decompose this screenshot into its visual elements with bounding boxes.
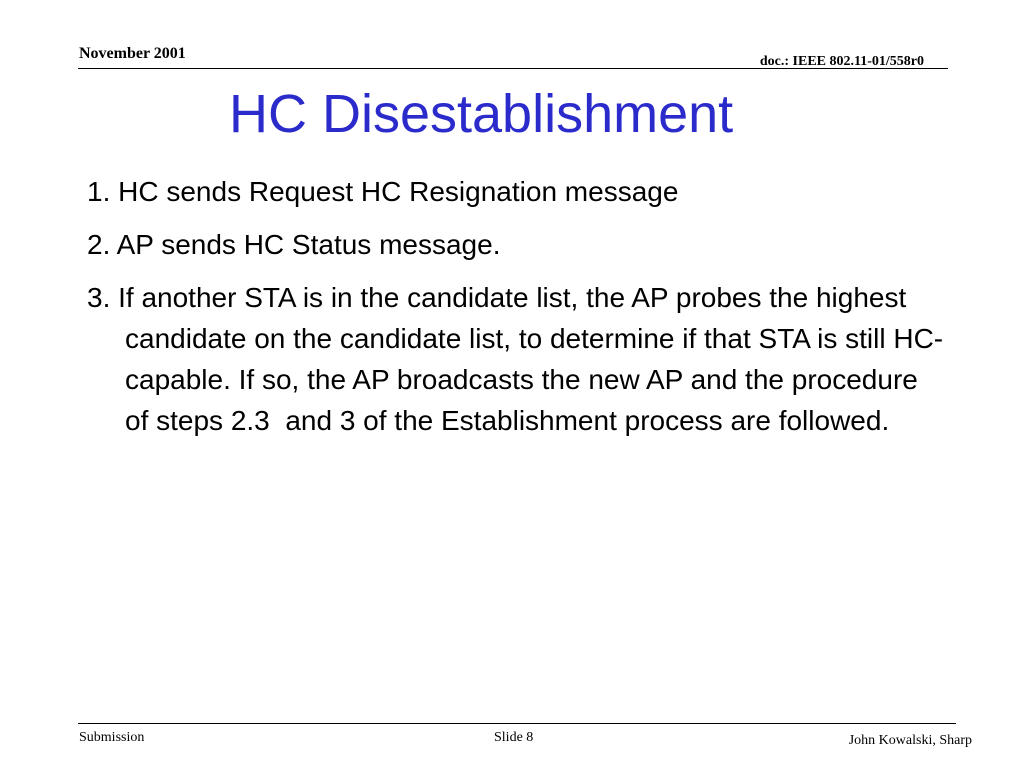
- header-date: November 2001: [79, 45, 186, 62]
- header-doc-id: doc.: IEEE 802.11-01/558r0: [759, 54, 924, 69]
- list-item: 1. HC sends Request HC Resignation message: [87, 176, 679, 207]
- header-divider: [78, 68, 948, 69]
- footer-slide-number: Slide 8: [494, 730, 534, 745]
- list-item: 2. AP sends HC Status message.: [87, 229, 501, 260]
- slide-body-list: [87, 171, 947, 453]
- footer-author: John Kowalski, Sharp: [848, 733, 972, 748]
- footer-submission: Submission: [79, 730, 145, 745]
- footer-divider: [78, 723, 956, 724]
- slide-title: HC Disestablishment: [229, 84, 734, 144]
- list-item: 3. If another STA is in the candidate list, the AP probes the highest candidate on the candidate list, to determine if that STA is still HC-capable. If so, the AP broadcasts the new AP and the procedure of steps 2.3 and 3 of the Establishment process are followed.: [87, 282, 944, 436]
